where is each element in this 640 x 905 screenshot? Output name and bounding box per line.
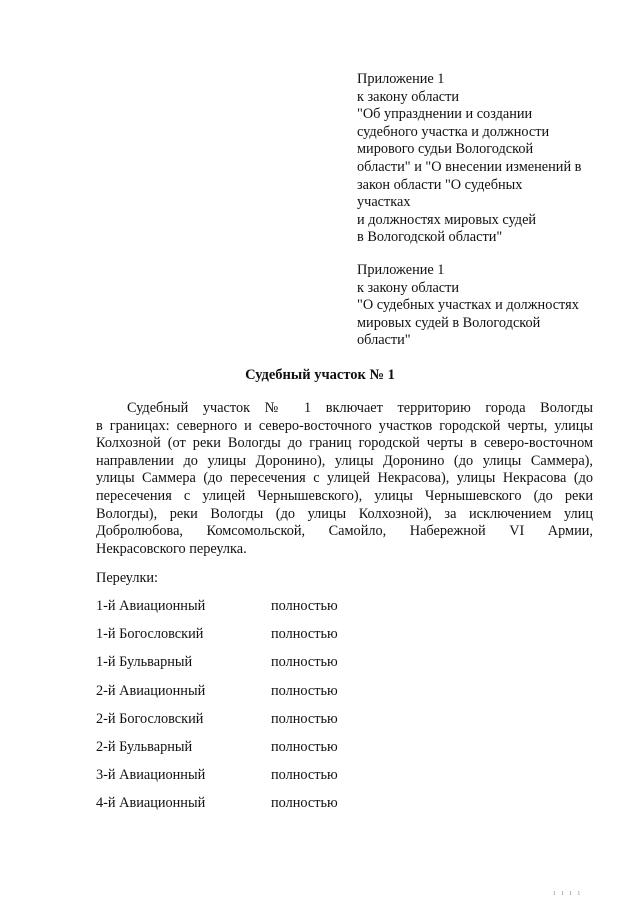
annex-line: Приложение 1 [357,262,445,278]
lane-status: полностью [271,598,338,614]
annex-line: Приложение 1 [357,71,445,87]
district-description [96,400,593,558]
annex-line: области" [357,332,411,349]
list-item [96,682,496,710]
list-item [96,738,496,766]
annex-2-header [357,262,607,350]
lane-name: 2-й Богословский [96,710,204,727]
annex-line: в Вологодской области" [357,229,503,246]
list-item [96,625,496,653]
description-line: Некрасовского переулка. [96,540,247,557]
list-item [96,597,496,625]
description-line: Добролюбова, Комсомольской, Самойло, Набережной VI Армии, [96,523,593,540]
annex-1-header [357,71,607,247]
annex-line: "О судебных участках и должностях [357,297,579,314]
lane-status: полностью [271,626,338,643]
annex-line: "Об упразднении и создании [357,106,533,123]
annex-line: к закону области [357,88,460,105]
annex-line: закон области "О судебных [357,176,523,193]
lane-status: полностью [271,738,338,755]
annex-line: области" и "О внесении изменений в [357,158,582,175]
lane-status: полностью [271,795,338,812]
description-line: Колхозной (от реки Вологды до границ городской черты в северо-восточном [96,435,593,452]
list-item [96,653,496,681]
annex-line: судебного участка и должности [357,123,550,140]
annex-line: участках [357,194,411,211]
description-line: пересечения с улицей Чернышевского), улицы Чернышевского (до реки [96,487,593,504]
annex-line: мирового судьи Вологодской [357,141,534,158]
annex-line: к закону области [357,279,460,296]
lane-name: 1-й Богословский [96,626,204,643]
lane-status: полностью [271,710,338,727]
lane-name: 4-й Авиационный [96,795,206,812]
section-title: Судебный участок № 1 [245,367,395,383]
description-line: улицы Саммера (до пересечения с улицей Некрасова), улицы Некрасова (до [96,470,593,487]
lanes-heading: Переулки: [96,570,159,586]
list-item [96,766,496,794]
description-line: в границах: северного и северо-восточного участков городской черты, улицы [96,417,593,434]
footer-mark: ı ı ı ı [553,888,582,897]
annex-line: и должностях мировых судей [357,211,537,228]
list-item [96,794,496,822]
description-line: направлении до улицы Доронино), улицы Доронино (до улицы Саммера), [96,452,593,469]
lane-status: полностью [271,767,338,784]
lanes-list [96,597,496,823]
lane-status: полностью [271,682,338,699]
lane-name: 3-й Авиационный [96,767,206,784]
lane-name: 1-й Бульварный [96,654,193,671]
lane-name: 2-й Авиационный [96,682,206,699]
lane-status: полностью [271,654,338,671]
description-line: Судебный участок № 1 включает территорию города Вологды [127,400,593,416]
lane-name: 1-й Авиационный [96,598,206,614]
list-item [96,710,496,738]
lane-name: 2-й Бульварный [96,738,193,755]
annex-line: мировых судей в Вологодской [357,314,541,331]
description-line: Вологды), реки Вологды (до улицы Колхозной), за исключением улиц [96,505,593,522]
